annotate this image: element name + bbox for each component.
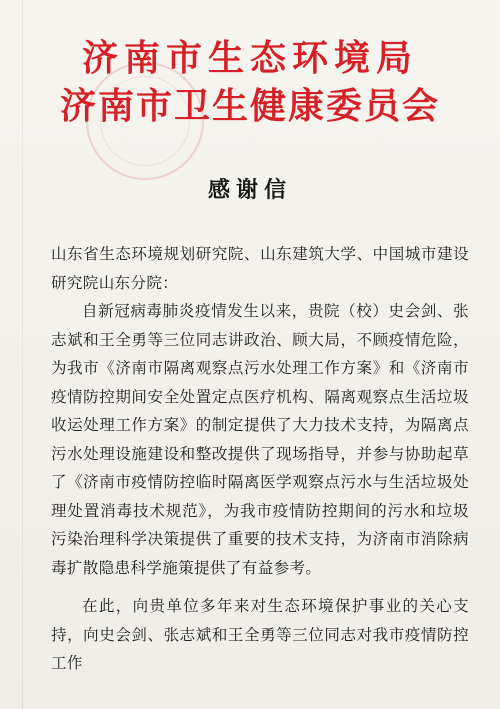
letterhead bbox=[0, 34, 500, 130]
salutation: 山东省生态环境规划研究院、山东建筑大学、中国城市建设研究院山东分院： bbox=[51, 245, 469, 292]
paragraph-2: 在此，向贵单位多年来对生态环境保护事业的关心支持，向史会剑、张志斌和王全勇等三位同志对我市疫情防控工作 bbox=[51, 597, 469, 672]
letter-title: 感谢信 bbox=[207, 177, 292, 203]
paragraph-1: 自新冠病毒肺炎疫情发生以来，贵院（校）史会剑、张志斌和王全勇等三位同志讲政治、顾大局，不顾疫情危险，为我市《济南市隔离观察点污水处理工作方案》和《济南市疫情防控期间安全处置定点医疗机构、隔离观察点生活垃圾收运处理工作方案》的制定提供了大力技术支持，为隔离点污水处理设施建设和整改提供了现场指导，并参与协助起草了《济南市疫情防控临时隔离医学观察点污水与生活垃圾处理处置消毒技术规范》，为我市疫情防控期间的污水和垃圾污染治理科学决策提供了重要的技术支持，为济南市消除病毒扩散隐患科学施策提供了有益参考。 bbox=[51, 302, 469, 577]
letterhead-line-1: 济南市生态环境局 bbox=[81, 37, 418, 79]
letterhead-line-2: 济南市卫生健康委员会 bbox=[59, 85, 440, 127]
letter-body bbox=[51, 240, 469, 678]
